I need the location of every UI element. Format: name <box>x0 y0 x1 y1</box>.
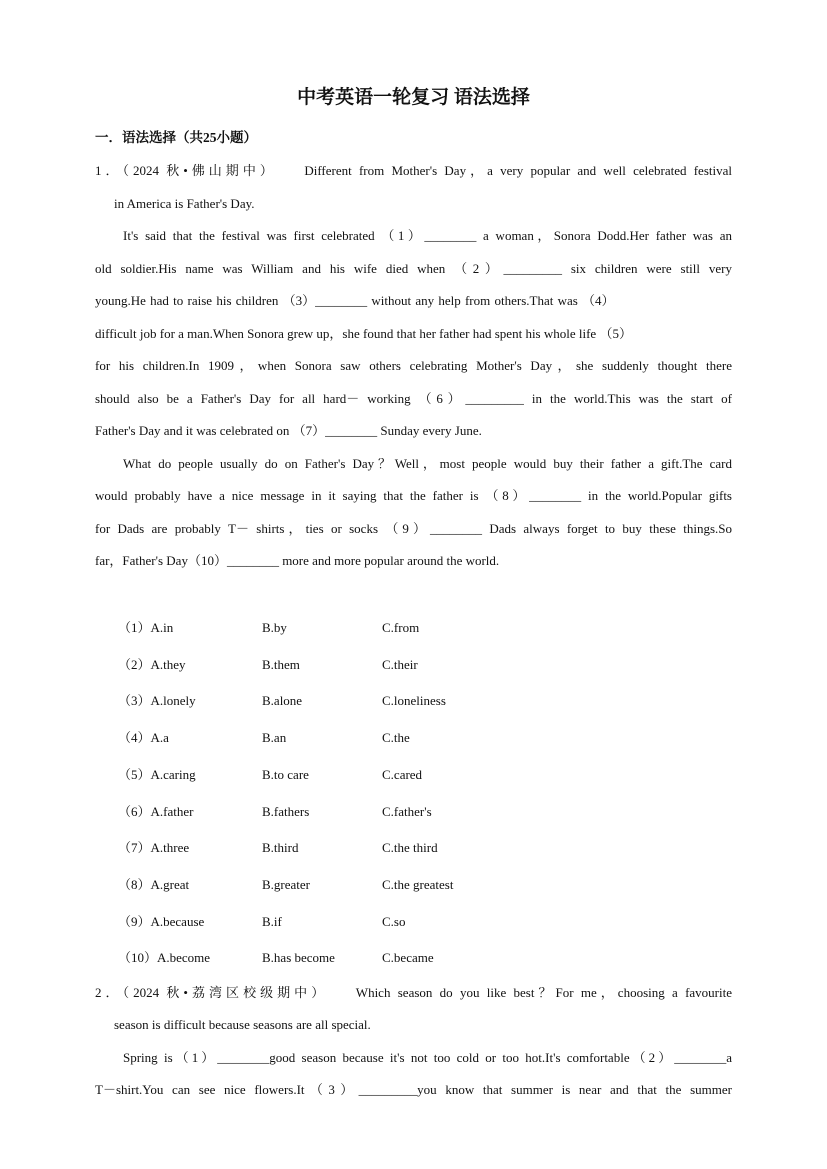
passage-line: It's said that the festival was first celebrated （1）________ a woman，Sonora Dodd.Her father was an <box>123 228 732 243</box>
option-1-A: （1）A.in <box>118 620 174 635</box>
option-3-A: （3）A.lonely <box>118 693 196 709</box>
option-7-B: B.third <box>262 840 299 856</box>
passage-line: What do people usually do on Father's Day？Well，most people would buy their father a gift.The card <box>123 456 732 471</box>
option-10-A: （10）A.become <box>118 950 211 966</box>
option-5-B: B.to care <box>262 766 309 782</box>
passage-line: difficult job for a man.When Sonora grew up，she found that her father had spent his whole life （5） <box>95 326 632 341</box>
option-3-B: B.alone <box>262 693 303 709</box>
option-8-B: B.greater <box>262 876 311 892</box>
passage-line: season is difficult because seasons are all special. <box>114 1017 371 1032</box>
option-9-C: C.so <box>382 913 406 929</box>
option-2-C: C.their <box>382 656 418 672</box>
option-1-C: C.from <box>382 620 420 635</box>
option-6-A: （6）A.father <box>118 803 194 819</box>
option-10-B: B.has become <box>262 950 335 966</box>
section-heading: 一．语法选择（共25小题） <box>95 130 257 145</box>
passage-line: young.He had to raise his children （3）________ without any help from others.That was （4） <box>95 293 615 308</box>
option-3-C: C.loneliness <box>382 693 446 709</box>
option-5-A: （5）A.caring <box>118 766 196 782</box>
option-4-C: C.the <box>382 730 410 746</box>
option-8-C: C.the greatest <box>382 876 454 892</box>
passage-line: far，Father's Day（10）________ more and more popular around the world. <box>95 553 500 568</box>
option-9-A: （9）A.because <box>118 913 205 929</box>
passage-line: for Dads are probably T－ shirts，ties or socks （9）________ Dads always forget to buy these things.So <box>95 521 732 536</box>
page-title: 中考英语一轮复习 语法选择 <box>297 87 530 108</box>
passage-line: T－shirt.You can see nice flowers.It（3）_________you know that summer is near and that the summer <box>95 1082 732 1097</box>
option-10-C: C.became <box>382 950 434 966</box>
option-9-B: B.if <box>262 913 282 929</box>
option-4-A: （4）A.a <box>118 730 169 746</box>
option-7-C: C.the third <box>382 840 438 856</box>
option-6-C: C.father's <box>382 803 432 819</box>
passage-line: 2．（2024 秋•荔湾区校级期中） Which season do you like best？For me，choosing a favourite <box>95 985 732 1000</box>
passage-line: Spring is（1）________good season because it's not too cold or too hot.It's comfortable（2）________a <box>123 1050 732 1065</box>
option-5-C: C.cared <box>382 766 423 782</box>
option-7-A: （7）A.three <box>118 840 190 856</box>
option-4-B: B.an <box>262 730 287 746</box>
passage-line: would probably have a nice message in it saying that the father is （8）________ in the world.Popular gifts <box>95 488 732 503</box>
passage-line: Father's Day and it was celebrated on （7）________ Sunday every June. <box>95 423 482 438</box>
passage-line: in America is Father's Day. <box>114 196 255 211</box>
option-1-B: B.by <box>262 620 287 635</box>
option-2-B: B.them <box>262 656 300 672</box>
passage-line: 1．（2024 秋•佛山期中） Different from Mother's Day，a very popular and well celebrated festival <box>95 163 732 178</box>
passage-line: for his children.In 1909，when Sonora saw others celebrating Mother's Day，she suddenly thought there <box>95 358 732 373</box>
option-2-A: （2）A.they <box>118 656 186 672</box>
option-8-A: （8）A.great <box>118 876 190 892</box>
passage-line: old soldier.His name was William and his wife died when （2）_________ six children were still very <box>95 261 732 276</box>
option-6-B: B.fathers <box>262 803 310 819</box>
passage-line: should also be a Father's Day for all hard－ working （6）_________ in the world.This was the start of <box>95 391 732 406</box>
